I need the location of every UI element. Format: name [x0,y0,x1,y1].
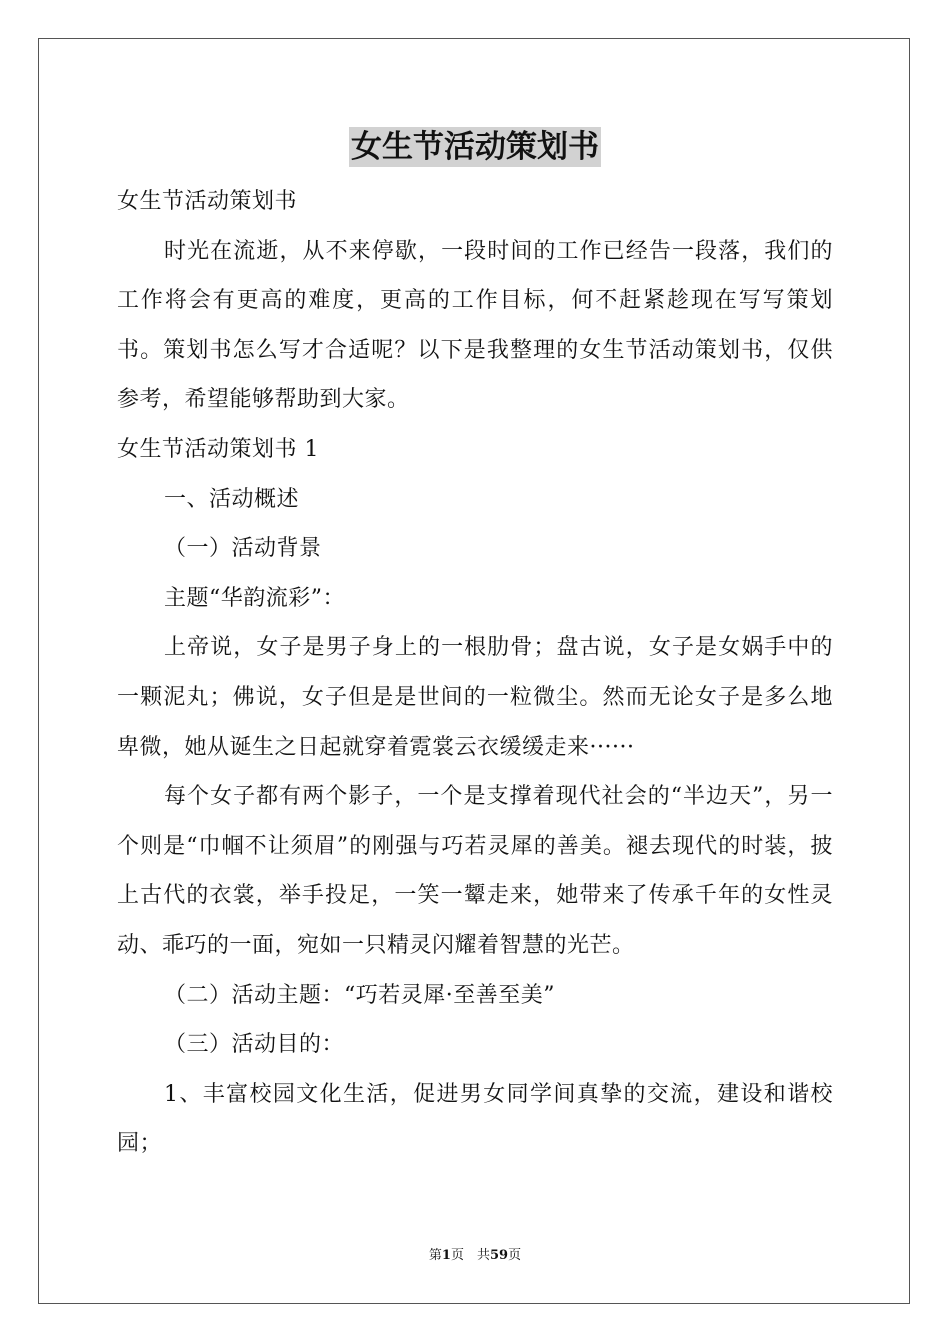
document-body [117,177,833,1169]
paragraph-overview-heading: 一、活动概述 [164,486,300,512]
paragraph-background-heading: （一）活动背景 [164,536,322,562]
paragraph-theme-label: 主题“华韵流彩”： [164,585,345,611]
paragraph-purpose-heading: （三）活动目的： [164,1032,345,1058]
page-footer [0,1247,950,1265]
paragraph-subtitle: 女生节活动策划书 [117,189,298,214]
paragraph-intro: 时光在流逝，从不来停歇，一段时间的工作已经告一段落，我们的工作将会有更高的难度，更高的工作目标，何不赶紧趁现在写写策划书。策划书怎么写才合适呢？以下是我整理的女生节活动策划书，仅供参考，希望能够帮助到大家。 [117,238,833,413]
paragraph-background-2: 每个女子都有两个影子，一个是支撑着现代社会的“半边天”，另一个则是“巾帼不让须眉”的刚强与巧若灵犀的善美。褪去现代的时装，披上古代的衣裳，举手投足，一笑一颦走来，她带来了传承千年的女性灵动、乖巧的一面，宛如一只精灵闪耀着智慧的光芒。 [117,784,833,958]
footer-suffix: 页 [508,1248,522,1263]
paragraph-background-1: 上帝说，女子是男子身上的一根肋骨；盘古说，女子是女娲手中的一颗泥丸；佛说，女子但是是世间的一粒微尘。然而无论女子是多么地卑微，她从诞生之日起就穿着霓裳云衣缓缓走来······ [117,635,833,760]
document-title: 女生节活动策划书 [351,129,599,165]
footer-page-number: 1 [441,1248,451,1263]
footer-total-pages: 59 [489,1248,509,1263]
footer-middle: 页 共 [450,1248,490,1263]
paragraph-theme-heading: （二）活动主题：“巧若灵犀·至善至美” [164,982,555,1008]
paragraph-section-heading: 女生节活动策划书 1 [117,436,319,462]
title-container [0,127,950,167]
footer-prefix: 第 [428,1248,442,1263]
paragraph-purpose-1: 1、丰富校园文化生活，促进男女同学间真挚的交流，建设和谐校园； [117,1081,833,1157]
